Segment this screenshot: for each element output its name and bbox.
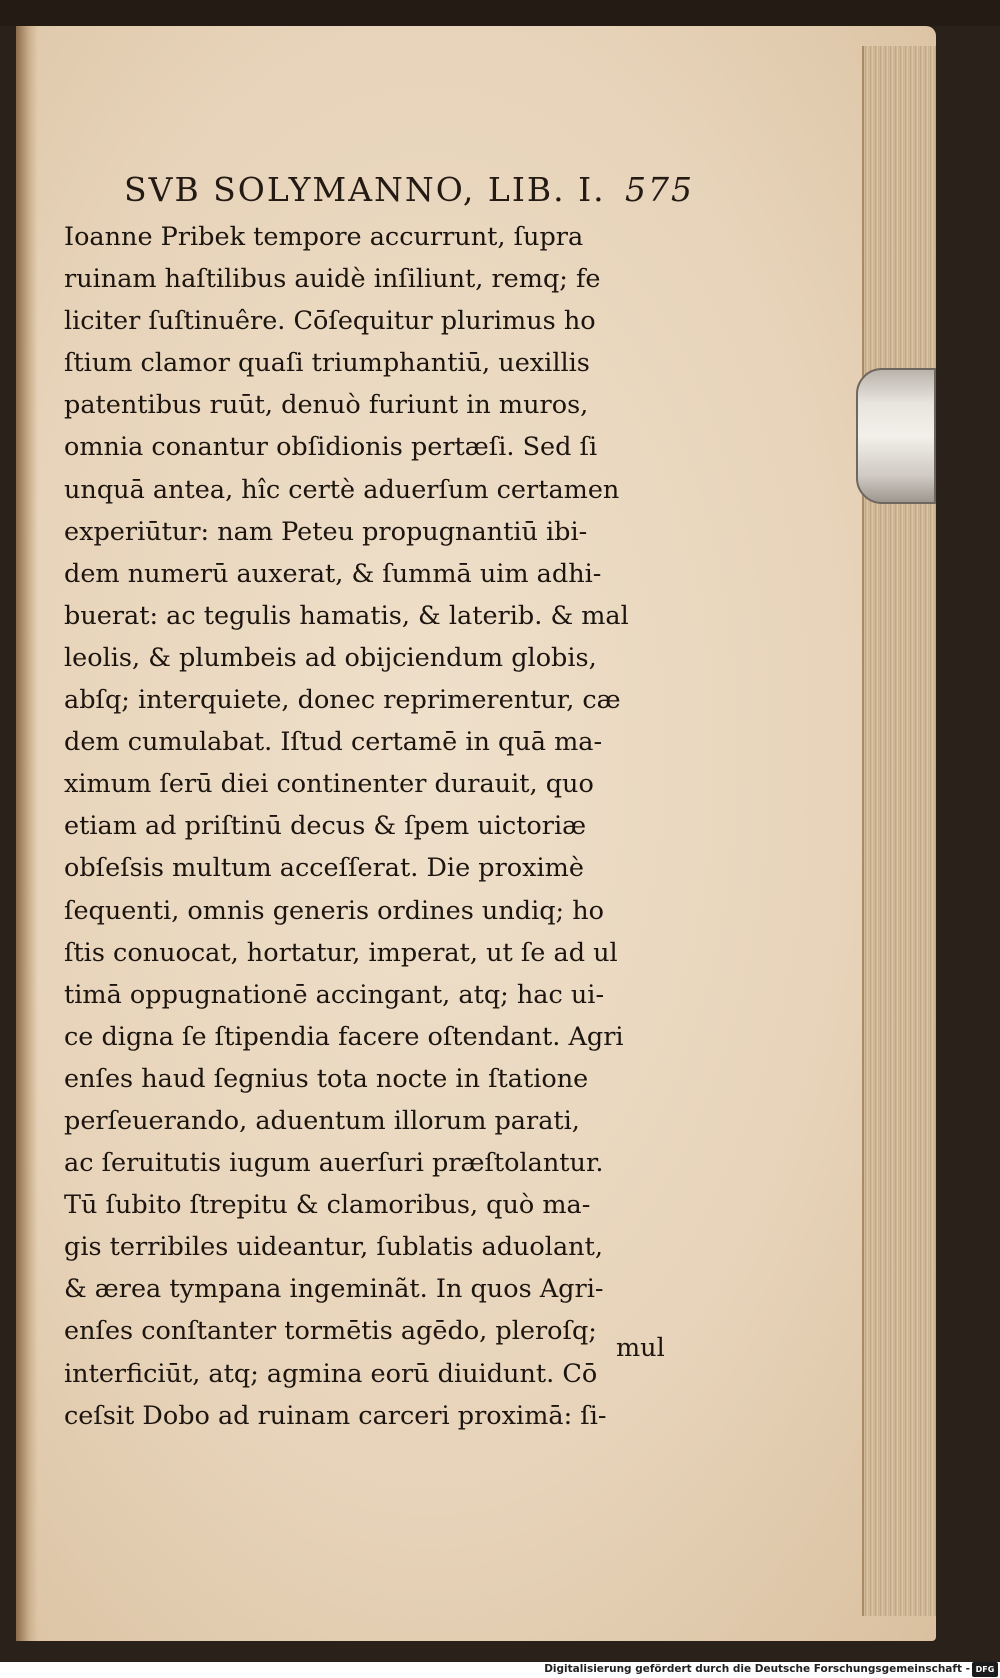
text-line: interficiūt, atq; agmina eorū diuidunt. Cō [64,1358,598,1389]
text-line: liciter ſuſtinuêre. Cōſequitur plurimus ho [64,306,596,337]
text-line: leolis, & plumbeis ad obijciendum globis, [64,642,597,673]
text-line: patentibus ruūt, denuò furiunt in muros, [64,390,589,421]
text-line: ſtium clamor quaſi triumphantiū, uexillis [64,348,590,379]
dfg-logo: DFG [972,1662,998,1677]
clip-tab-marker [856,368,936,504]
text-line: ſtis conuocat, hortatur, imperat, ut ſe ad ul [64,937,618,968]
digitization-footer [0,1662,1000,1678]
text-line: ce digna ſe ſtipendia facere oſtendant. Agri [64,1021,624,1052]
text-line: gis terribiles uideantur, ſublatis aduolant, [64,1232,603,1263]
text-line: unquā antea, hîc certè aduerſum certamen [64,474,620,505]
body-text [64,216,689,1437]
gutter-shadow [16,26,38,1641]
page-fore-edge [862,46,936,1616]
text-line: experiūtur: nam Peteu propugnantiū ibi- [64,516,588,547]
text-line: etiam ad priſtinū decus & ſpem uictoriæ [64,811,587,842]
text-line: Ioanne Pribek tempore accurrunt, ſupra [64,222,584,252]
text-line: ſequenti, omnis generis ordines undiq; ho [64,895,605,926]
funding-credit: Digitalisierung gefördert durch die Deutsche Forschungsgemeinschaft - [544,1663,970,1675]
catchword: mul [616,1333,665,1363]
text-line: ceſsit Dobo ad ruinam carceri proximā: ſi- [64,1400,607,1431]
text-line: buerat: ac tegulis hamatis, & laterib. & mal [64,600,629,631]
text-line: abſq; interquiete, donec reprimerentur, cæ [64,685,621,716]
running-title: SVB SOLYMANNO, LIB. I. [124,170,606,209]
text-line: omnia conantur obſidionis pertæſi. Sed ſi [64,432,598,463]
text-line: dem numerū auxerat, & ſummā uim adhi- [64,558,602,589]
text-line: enſes haud ſegnius tota nocte in ſtatione [64,1063,589,1094]
text-line: obſeſsis multum acceſſerat. Die proximè [64,853,584,884]
text-line: Tū ſubito ſtrepitu & clamoribus, quò ma- [64,1190,591,1221]
text-line: ximum ſerū diei continenter durauit, quo [64,769,594,800]
text-line: enſes conſtanter tormētis agēdo, pleroſq; [64,1316,597,1347]
page-header [124,166,694,214]
book-top-shadow [0,0,1000,26]
text-line: dem cumulabat. Iſtud certamē in quā ma- [64,727,603,758]
text-line: & ærea tympana ingeminãt. In quos Agri- [64,1274,604,1305]
text-line: ac ſeruitutis iugum auerſuri præſtolantur. [64,1148,604,1179]
text-line: perſeuerando, aduentum illorum parati, [64,1105,580,1136]
text-line: timā oppugnationē accingant, atq; hac ui- [64,979,605,1010]
text-line: ruinam haſtilibus auidè inſiliunt, remq; fe [64,264,601,295]
page-number: 575 [625,170,694,209]
paper-page [16,26,936,1641]
